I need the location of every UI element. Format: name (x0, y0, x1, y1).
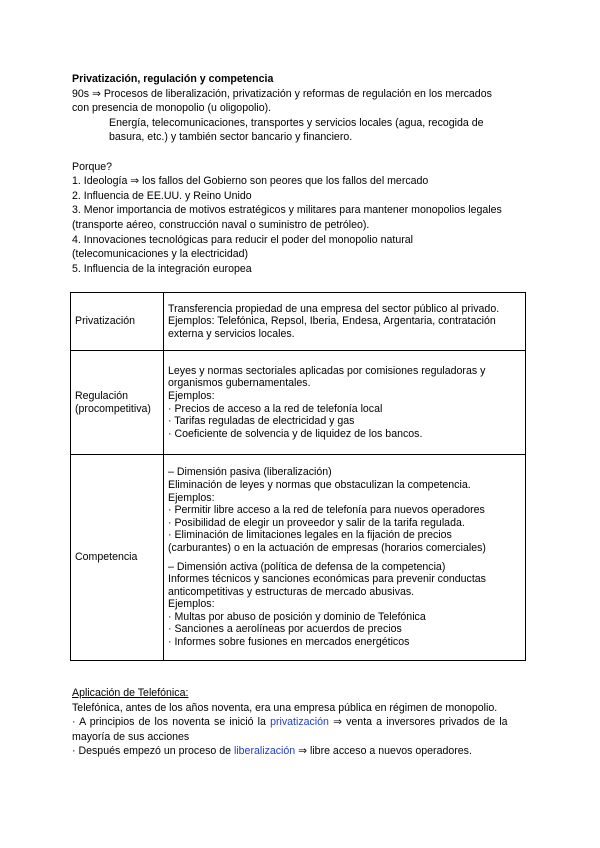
paragraph-line (72, 744, 532, 759)
cell-text: · Coeficiente de solvencia y de liquidez de los bancos. (168, 427, 423, 440)
table-row (71, 455, 526, 661)
cell-text: externa y servicios locales. (168, 327, 295, 340)
reason-line: (telecomunicaciones y la electricidad) (72, 248, 249, 261)
row-label: (procompetitiva) (75, 402, 151, 415)
document-body (72, 72, 528, 276)
reason-line: 4. Innovaciones tecnológicas para reducir el poder del monopolio natural (72, 233, 413, 246)
document-title: Privatización, regulación y competencia (72, 73, 274, 85)
text-span: · A principios de los noventa se inició la (72, 716, 271, 729)
reason-line: (transporte aéreo, construcción naval o suministro de petróleo). (72, 218, 370, 231)
paragraph-line: mayoría de sus acciones (72, 730, 190, 743)
liberalizacion-link[interactable]: liberalización (233, 745, 296, 758)
row-label-cell (71, 351, 164, 455)
table-row (71, 293, 526, 351)
reasons-heading: Porque? (72, 160, 113, 173)
reason-line: 3. Menor importancia de motivos estratégicos y militares para mantener monopolios legales (72, 204, 502, 217)
cell-text: organismos gubernamentales. (168, 377, 311, 390)
row-content-cell (164, 351, 526, 455)
cell-text: · Multas por abuso de posición y dominio de Telefónica (168, 610, 426, 623)
row-label: Privatización (75, 315, 136, 328)
intro-sectors-line: basura, etc.) y también sector bancario y financiero. (109, 131, 353, 144)
reason-line: 5. Influencia de la integración europea (72, 262, 252, 275)
cell-text: Eliminación de leyes y normas que obstaculizan la competencia. (168, 478, 471, 491)
cell-text: anticompetitivas y estructuras de mercado abusivas. (168, 585, 415, 598)
cell-text: Informes técnicos y sanciones económicas para prevenir conductas (168, 573, 486, 586)
row-label-cell (71, 293, 164, 351)
cell-text: Ejemplos: Telefónica, Repsol, Iberia, Endesa, Argentaria, contratación (168, 315, 496, 328)
privatizacion-link[interactable]: privatización (270, 716, 329, 729)
intro-sectors-line: Energía, telecomunicaciones, transportes y servicios locales (agua, recogida de (109, 116, 484, 129)
row-label: Competencia (75, 551, 138, 564)
cell-text: · Informes sobre fusiones en mercados energéticos (168, 636, 410, 649)
cell-text: Ejemplos: (168, 389, 215, 402)
cell-text: – Dimensión pasiva (liberalización) (168, 466, 332, 479)
cell-text: · Posibilidad de elegir un proveedor y salir de la tarifa regulada. (168, 516, 465, 529)
cell-text: · Precios de acceso a la red de telefonía local (168, 402, 383, 415)
table-row (71, 351, 526, 455)
section-heading: Aplicación de Telefónica: (72, 687, 189, 699)
cell-text: Ejemplos: (168, 491, 215, 504)
text-span: ⇒ venta a inversores privados de la (328, 716, 508, 729)
cell-text: Leyes y normas sectoriales aplicadas por comisiones reguladoras y (168, 364, 486, 377)
intro-line: con presencia de monopolio (u oligopolio). (72, 102, 272, 115)
cell-text: · Eliminación de limitaciones legales en la fijación de precios (168, 529, 452, 542)
row-content-cell (164, 293, 526, 351)
row-content-cell (164, 455, 526, 661)
cell-text: · Tarifas reguladas de electricidad y gas (168, 415, 355, 428)
policy-table (70, 292, 526, 661)
intro-line: 90s ⇒ Procesos de liberalización, privatización y reformas de regulación en los mercados (72, 87, 492, 100)
paragraph-line: Telefónica, antes de los años noventa, era una empresa pública en régimen de monopolio. (72, 701, 498, 714)
cell-text: · Permitir libre acceso a la red de telefonía para nuevos operadores (168, 504, 485, 517)
row-label: Regulación (75, 389, 129, 402)
row-label-cell (71, 455, 164, 661)
reason-line: 1. Ideología ⇒ los fallos del Gobierno son peores que los fallos del mercado (72, 175, 429, 188)
cell-text: Transferencia propiedad de una empresa del sector público al privado. (168, 302, 500, 315)
paragraph-line (72, 715, 532, 730)
cell-text: (carburantes) o en la actuación de empresas (horarios comerciales) (168, 541, 486, 554)
cell-text: Ejemplos: (168, 598, 215, 611)
reason-line: 2. Influencia de EE.UU. y Reino Unido (72, 189, 252, 202)
text-span: ⇒ libre acceso a nuevos operadores. (295, 745, 472, 758)
text-span: · Después empezó un proceso de (72, 745, 234, 758)
cell-text: · Sanciones a aerolíneas por acuerdos de precios (168, 623, 402, 636)
telefonica-section (72, 686, 532, 759)
cell-text: – Dimensión activa (política de defensa de la competencia) (168, 560, 446, 573)
